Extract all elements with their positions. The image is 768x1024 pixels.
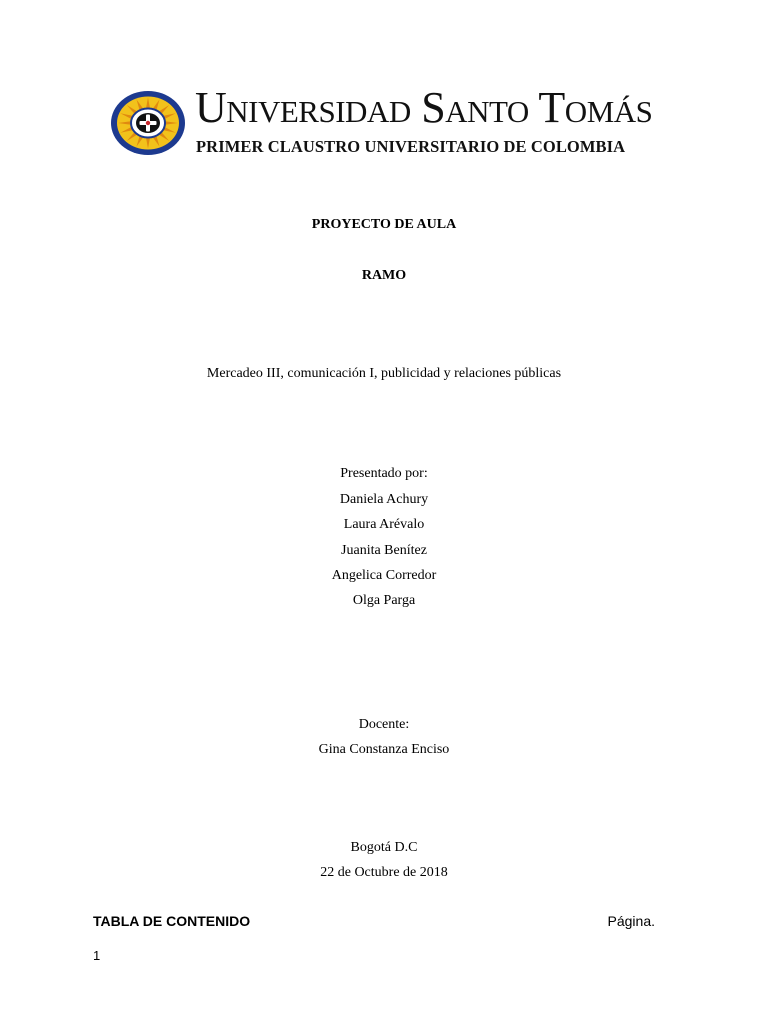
toc-page-label: Página. [607, 913, 655, 929]
city: Bogotá D.C [350, 840, 418, 855]
university-tagline: PRIMER CLAUSTRO UNIVERSITARIO DE COLOMBIA [196, 137, 626, 156]
document-subtitle: RAMO [361, 268, 407, 283]
course-names: Mercadeo III, comunicación I, publicidad y relaciones públicas [206, 366, 562, 381]
document-title: PROYECTO DE AULA [311, 217, 457, 232]
university-name: Universidad Santo Tomás [195, 83, 653, 132]
teacher-name: Gina Constanza Enciso [318, 742, 450, 757]
university-header [110, 83, 662, 160]
author-name: Laura Arévalo [343, 517, 425, 532]
date: 22 de Octubre de 2018 [320, 865, 448, 880]
author-name: Angelica Corredor [331, 568, 437, 583]
toc-title: TABLA DE CONTENIDO [93, 913, 251, 929]
author-name: Daniela Achury [339, 492, 429, 507]
teacher-label: Docente: [358, 717, 410, 732]
toc-header [93, 913, 657, 933]
author-name: Juanita Benítez [341, 543, 427, 558]
toc-first-page-number: 1 [93, 948, 101, 963]
author-name: Olga Parga [352, 593, 416, 608]
presented-by-label: Presentado por: [340, 466, 428, 481]
university-seal-icon [110, 90, 186, 156]
